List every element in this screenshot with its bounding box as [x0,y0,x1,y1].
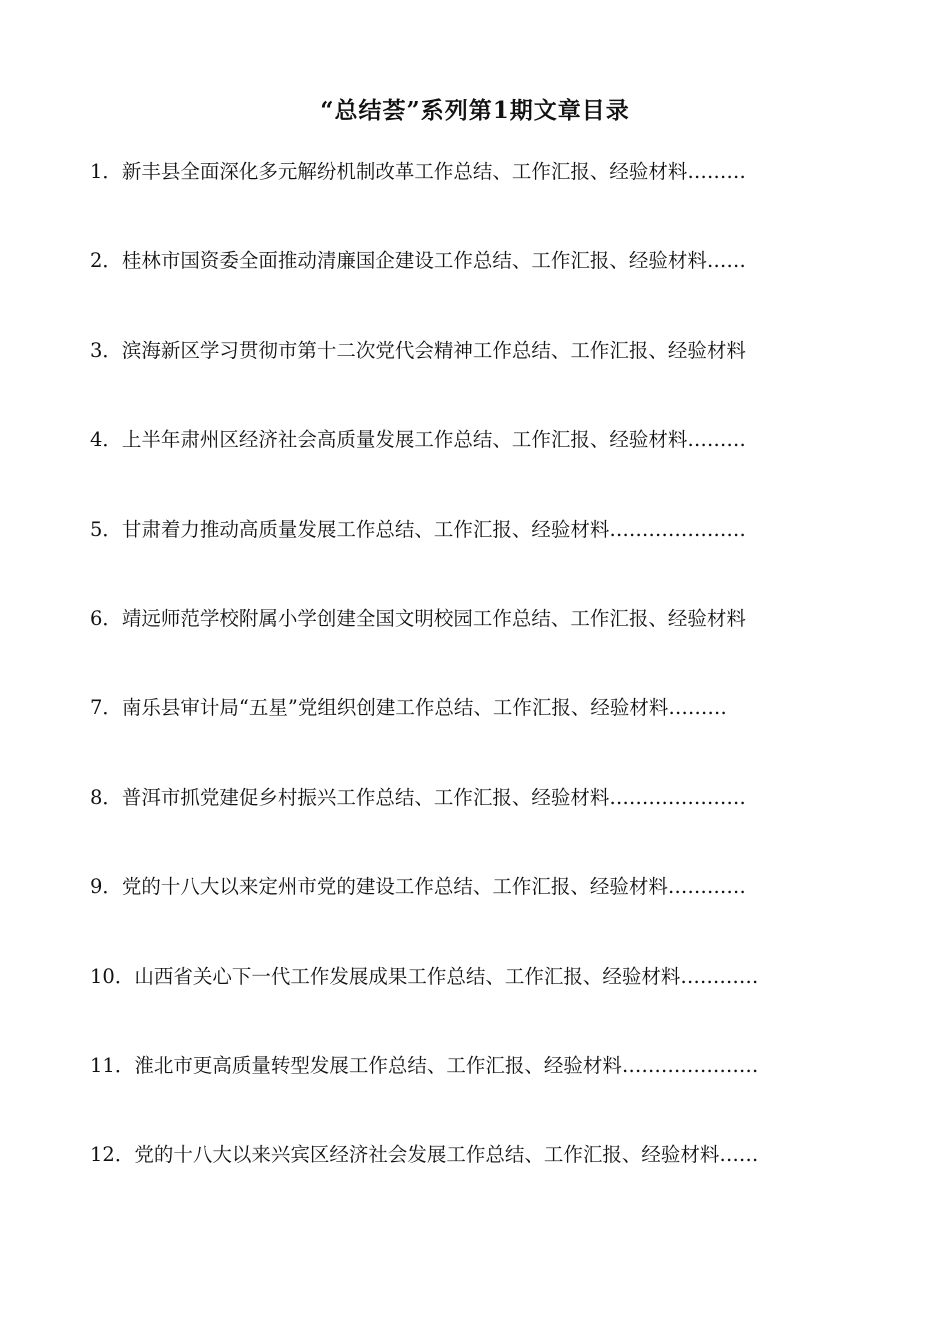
toc-entry-title: 7．南乐县审计局“五星”党组织创建工作总结、工作汇报、经验材料……… [90,696,727,720]
toc-entry [90,957,858,1046]
toc-entry-title: 10．山西省关心下一代工作发展成果工作总结、工作汇报、经验材料………… [90,964,759,988]
page-title: “总结荟”系列第1期文章目录 [320,97,630,124]
toc-entry [90,241,858,330]
toc-entry [90,420,858,509]
toc-entry-title: 1．新丰县全面深化多元解纷机制改革工作总结、工作汇报、经验材料……… [90,160,746,183]
toc-entry [90,688,858,777]
toc-entry [90,599,858,688]
toc-entry-title: 12．党的十八大以来兴宾区经济社会发展工作总结、工作汇报、经验材料…… [90,1143,759,1167]
table-of-contents [90,152,858,1225]
toc-entry-title: 6．靖远师范学校附属小学创建全国文明校园工作总结、工作汇报、经验材料 [90,606,746,630]
toc-entry [90,510,858,599]
toc-entry-title: 9．党的十八大以来定州市党的建设工作总结、工作汇报、经验材料………… [90,875,746,899]
toc-entry [90,331,858,420]
toc-entry [90,778,858,867]
toc-entry [90,1046,858,1135]
toc-entry-title: 2．桂林市国资委全面推动清廉国企建设工作总结、工作汇报、经验材料…… [90,249,746,273]
toc-entry-title: 8．普洱市抓党建促乡村振兴工作总结、工作汇报、经验材料………………… [90,785,746,809]
toc-entry [90,1135,858,1224]
toc-entry [90,152,858,241]
toc-entry-title: 11．淮北市更高质量转型发展工作总结、工作汇报、经验材料………………… [90,1053,759,1077]
toc-entry [90,867,858,956]
toc-entry-title: 4．上半年肃州区经济社会高质量发展工作总结、工作汇报、经验材料……… [90,428,746,452]
toc-entry-title: 5．甘肃着力推动高质量发展工作总结、工作汇报、经验材料………………… [90,517,746,541]
toc-entry-title: 3．滨海新区学习贯彻市第十二次党代会精神工作总结、工作汇报、经验材料 [90,338,746,362]
